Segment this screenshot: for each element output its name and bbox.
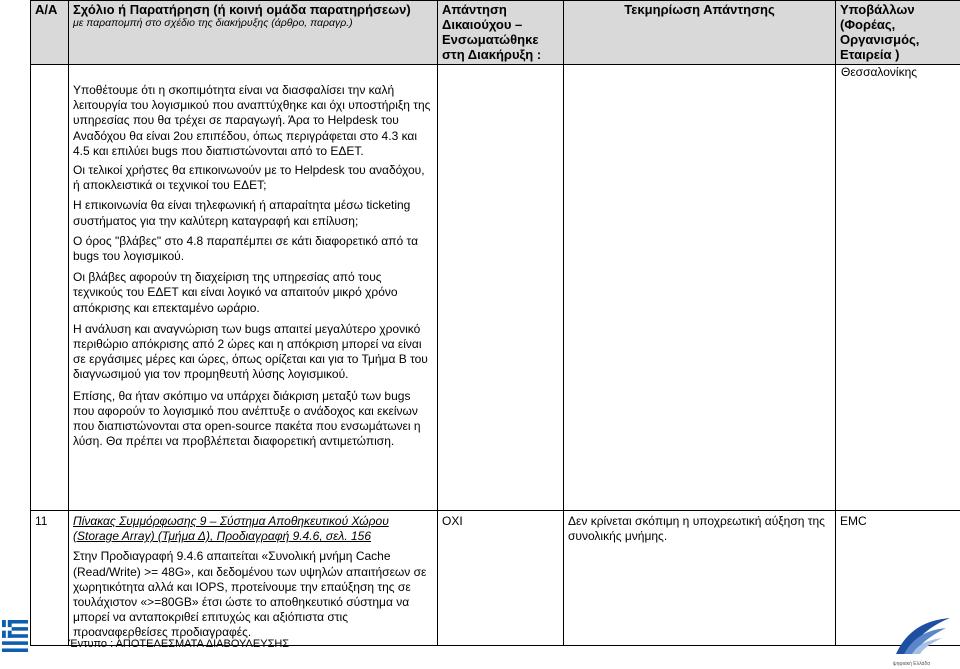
table-row (31, 511, 960, 646)
spec-reference: Πίνακας Συμμόρφωσης 9 – Σύστημα Αποθηκευτικού Χώρου (Storage Array) (Τμήμα Δ), Προδιαγραφή 9.4.6, σελ. 156 (73, 514, 389, 544)
header-comment-title: Σχόλιο ή Παρατήρηση (ή κοινή ομάδα παρατηρήσεων) (73, 2, 411, 17)
justification-cell: Δεν κρίνεται σκόπιμη η υποχρεωτική αύξηση της συνολικής μνήμης. (564, 511, 836, 646)
digital-greece-logo-icon (858, 608, 958, 668)
comment-paragraph: Η ανάλυση και αναγνώριση των bugs απαιτεί μεγαλύτερο χρονικό περιθώριο απόκρισης από 2 ώρες και η απόκριση μπορεί να είναι σε εργάσιμες μέρες και ώρες, όπως ορίζεται και για το Τμήμα Β του διαγνωσιμού για τον προμηθευτή λύσης λογισμικού. (73, 321, 428, 382)
answer-cell: ΟΧΙ (438, 511, 564, 646)
submitter-cell (836, 65, 960, 511)
comment-paragraph: Η επικοινωνία θα είναι τηλεφωνική ή απαραίτητα μέσω ticketing συστήματος για την καλύτερη καταγραφή και επίλυση; (73, 198, 411, 228)
comment-paragraph: Οι τελικοί χρήστες θα επικοινωνούν με το Helpdesk του αναδόχου, ή αποκλειστικά οι τεχνικοί του ΕΔΕΤ; (73, 163, 425, 193)
header-comment (69, 1, 438, 65)
comment-paragraph: Οι βλάβες αφορούν τη διαχείριση της υπηρεσίας από τους τεχνικούς του ΕΔΕΤ και είναι λογικό να απαιτούν μικρό χρόνο απόκρισης και επεκταμένο ωράριο. (73, 270, 398, 315)
table-row (31, 65, 960, 511)
comment-cell (69, 65, 438, 511)
header-number: Α/Α (31, 1, 69, 65)
header-justification: Τεκμηρίωση Απάντησης (564, 1, 836, 65)
greek-flag-icon (2, 620, 28, 652)
comment-paragraph: Ο όρος "βλάβες" στο 4.8 παραπέμπει σε κάτι διαφορετικό από τα bugs του λογισμικού. (73, 233, 419, 264)
comment-cell (69, 511, 438, 646)
comment-paragraph: Στην Προδιαγραφή 9.4.6 απαιτείται «Συνολική μνήμη Cache (Read/Write) >= 48G», και δεδομένου των υψηλών απαιτήσεων σε χωρητικότητα αλλά και IOPS, προτείνουμε την επαύξηση της σε τουλάχιστον «>=80GB» έτσι ώστε το αποθηκευτικό σύστημα να μπορεί να ανταποκριθεί επιτυχώς και αξιόπιστα στις προαναφερθείσες προδιαγραφές. (73, 549, 427, 640)
comment-paragraph: Υποθέτουμε ότι η σκοπιμότητα είναι να διασφαλίσει την καλή λειτουργία του λογισμικού που αναπτύχθηκε και όχι υποστήριξη της υπηρεσίας που θα τρέχει σε παραγωγή. Άρα το Helpdesk του Αναδόχου θα είναι 2ου επιπέδου, όπως περιγράφεται στο 4.3 και 4.5 και επιλύει bugs που διαπιστώνονται από το ΕΔΕΤ. (73, 83, 431, 158)
comment-paragraph: Επίσης, θα ήταν σκόπιμο να υπάρχει διάκριση μεταξύ των bugs που αφορούν το λογισμικό που ανέπτυξε ο ανάδοχος και εκείνων που διαπιστώνονται στα open-source πακέτα που ενσωμάτωνει η λύση. Θα πρέπει να προβλέπεται διαφορετική αντιμετώπιση. (73, 388, 421, 449)
header-answer: Απάντηση Δικαιούχου – Ενσωματώθηκε στη Διακήρυξη : (438, 1, 564, 65)
logo-caption: ψηφιακή Ελλάδα (893, 661, 931, 667)
table-header-row (31, 1, 960, 65)
header-submitter: Υποβάλλων (Φορέας, Οργανισμός, Εταιρεία ) (836, 1, 960, 65)
header-comment-subtitle: με παραπομπή στο σχέδιο της διακήρυξης (άρθρο, παραγρ.) (73, 17, 353, 29)
row-number: 11 (31, 511, 69, 646)
submitter-location: Θεσσαλονίκης (841, 65, 918, 79)
footer-form-label: Έντυπο : ΑΠΟΤΕΛΕΣΜΑΤΑ ΔΙΑΒΟΥΛΕΥΣΗΣ (69, 638, 290, 650)
consultation-table (30, 0, 960, 646)
submitter-cell: EMC (836, 511, 960, 646)
